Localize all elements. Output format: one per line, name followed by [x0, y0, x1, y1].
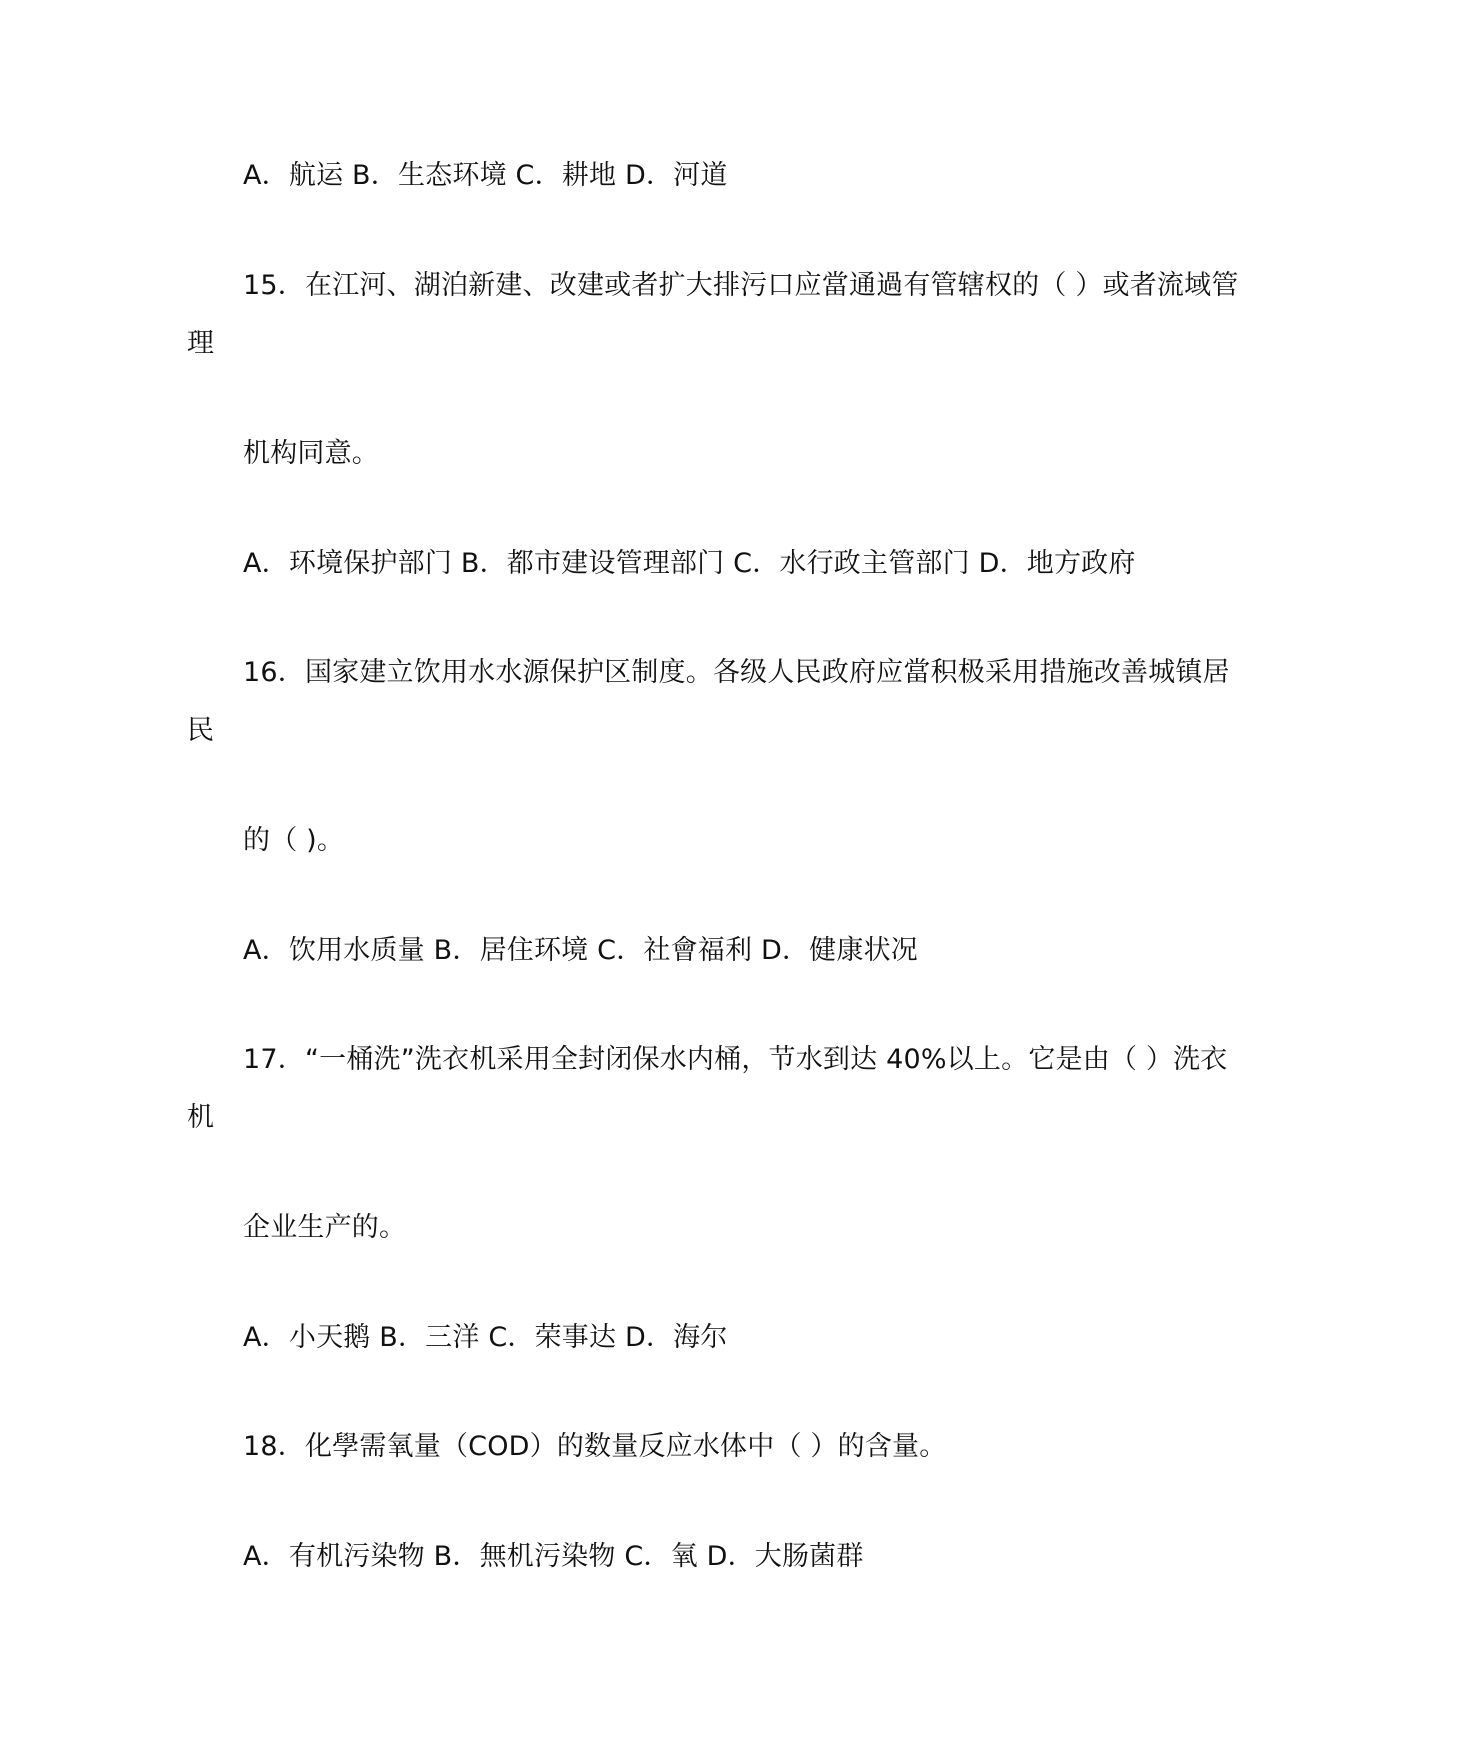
q15-stem-line2: 机构同意。 — [243, 438, 379, 469]
q16-options: A．饮用水质量 B．居住环境 C．社會福利 D．健康状况 — [243, 935, 918, 966]
q17-options: A．小天鹅 B．三洋 C．荣事达 D．海尔 — [243, 1322, 728, 1353]
q15-stem-line1: 15．在江河、湖泊新建、改建或者扩大排污口应當通過有管辖权的（ ）或者流域管 — [243, 270, 1239, 301]
q16-stem-wrap: 民 — [187, 715, 215, 746]
q18-stem: 18．化學需氧量（COD）的数量反应水体中（ ）的含量。 — [243, 1431, 947, 1462]
q15-options: A．环境保护部门 B．都市建设管理部门 C．水行政主管部门 D．地方政府 — [243, 548, 1136, 579]
q14-options: A．航运 B．生态环境 C．耕地 D．河道 — [243, 160, 728, 191]
q18-options: A．有机污染物 B．無机污染物 C．氧 D．大肠菌群 — [243, 1541, 864, 1572]
q17-stem-line1: 17．“一桶洗”洗衣机采用全封闭保水内桶，节水到达 40%以上。它是由（ ）洗衣 — [243, 1044, 1228, 1075]
q17-stem-line2: 企业生产的。 — [243, 1212, 407, 1243]
q16-stem-line2: 的（ )。 — [243, 825, 345, 856]
q15-stem-wrap: 理 — [187, 328, 215, 359]
q16-stem-line1: 16．国家建立饮用水水源保护区制度。各级人民政府应當积极采用措施改善城镇居 — [243, 657, 1230, 688]
q17-stem-wrap: 机 — [187, 1102, 215, 1133]
